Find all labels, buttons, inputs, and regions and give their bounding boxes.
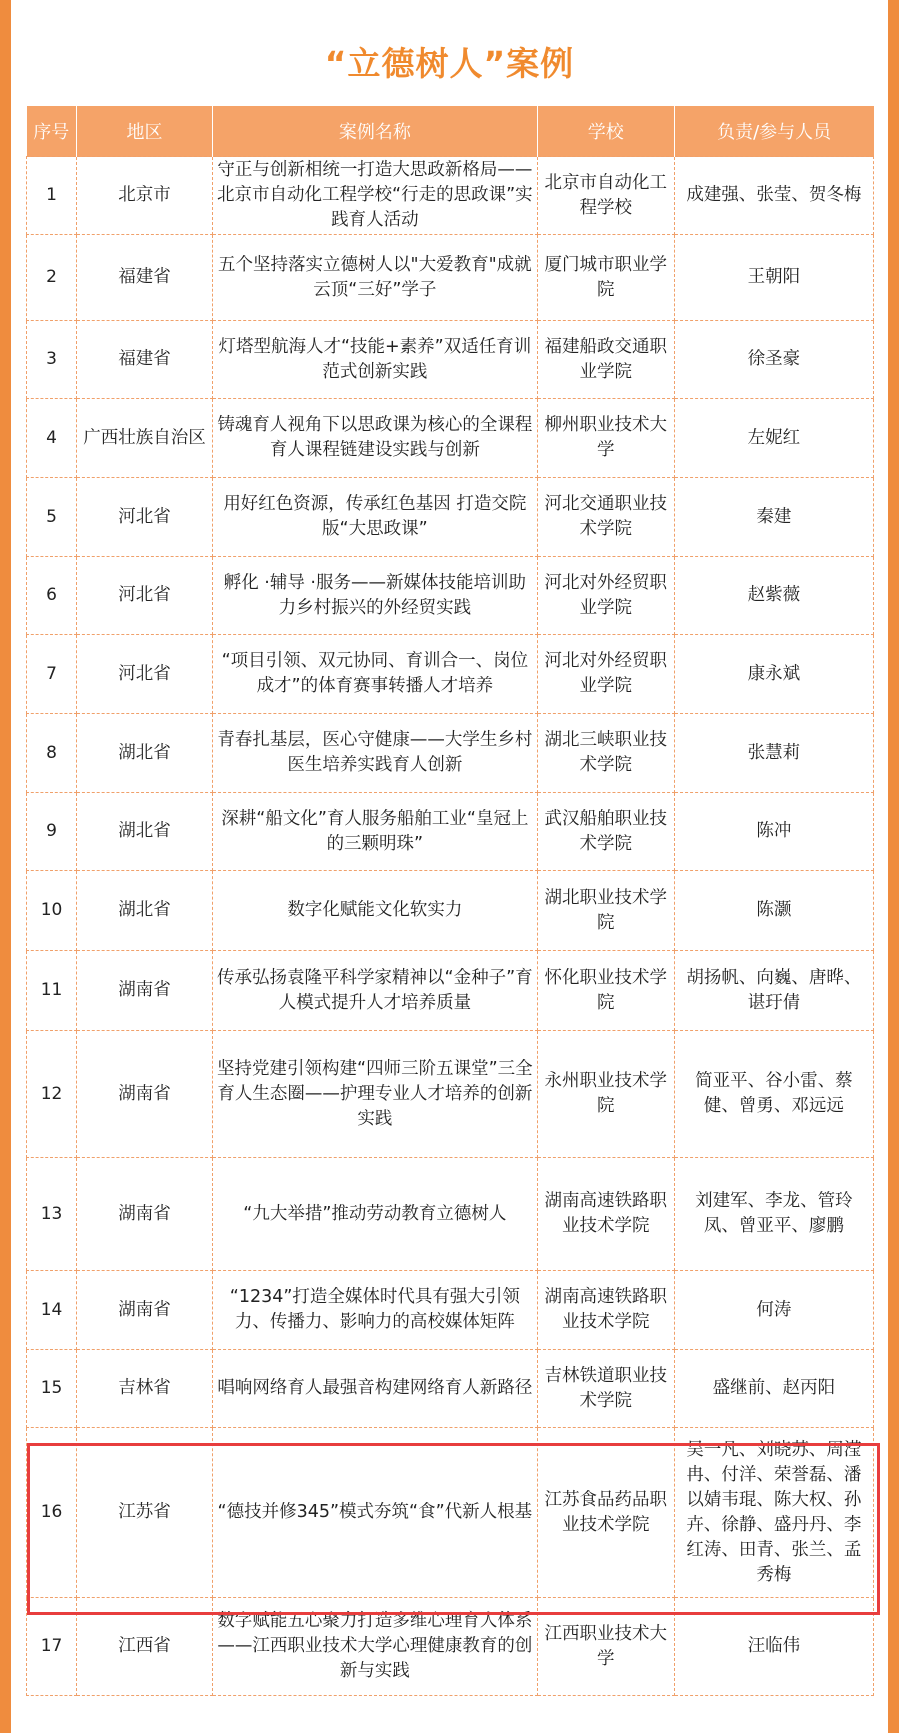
cell-people: 盛继前、赵丙阳 bbox=[674, 1350, 873, 1428]
cell-case: 用好红色资源，传承红色基因 打造交院版“大思政课” bbox=[212, 478, 537, 557]
cell-region: 湖北省 bbox=[77, 714, 213, 793]
cell-school: 北京市自动化工程学校 bbox=[537, 157, 674, 235]
cell-region: 湖南省 bbox=[77, 1031, 213, 1158]
cell-region: 北京市 bbox=[77, 157, 213, 235]
cell-no: 1 bbox=[27, 157, 77, 235]
cell-no: 11 bbox=[27, 951, 77, 1031]
table-row bbox=[27, 321, 874, 399]
cell-people: 陈灏 bbox=[674, 871, 873, 951]
cell-school: 湖北职业技术学院 bbox=[537, 871, 674, 951]
cell-people: 吴一凡、刘晓苏、周滢冉、付洋、荣誉磊、潘以婧韦琨、陈大权、孙卉、徐静、盛丹丹、李红涛、田青、张兰、孟秀梅 bbox=[674, 1428, 873, 1598]
cell-case: 孵化 ·辅导 ·服务——新媒体技能培训助力乡村振兴的外经贸实践 bbox=[212, 557, 537, 635]
cell-people: 汪临伟 bbox=[674, 1598, 873, 1696]
cell-region: 吉林省 bbox=[77, 1350, 213, 1428]
cell-case: 坚持党建引领构建“四师三阶五课堂”三全育人生态圈——护理专业人才培养的创新实践 bbox=[212, 1031, 537, 1158]
cell-no: 3 bbox=[27, 321, 77, 399]
table-row bbox=[27, 793, 874, 871]
cell-case: 数字化赋能文化软实力 bbox=[212, 871, 537, 951]
table-row bbox=[27, 871, 874, 951]
cell-region: 江西省 bbox=[77, 1598, 213, 1696]
cell-people: 陈冲 bbox=[674, 793, 873, 871]
cell-school: 厦门城市职业学院 bbox=[537, 235, 674, 321]
cell-region: 湖南省 bbox=[77, 1271, 213, 1350]
cell-people: 刘建军、李龙、管玲凤、曾亚平、廖鹏 bbox=[674, 1158, 873, 1271]
cell-no: 16 bbox=[27, 1428, 77, 1598]
cell-no: 12 bbox=[27, 1031, 77, 1158]
cell-school: 柳州职业技术大学 bbox=[537, 399, 674, 478]
table-row bbox=[27, 157, 874, 235]
cell-region: 广西壮族自治区 bbox=[77, 399, 213, 478]
cell-case: “1234”打造全媒体时代具有强大引领力、传播力、影响力的高校媒体矩阵 bbox=[212, 1271, 537, 1350]
table-row bbox=[27, 399, 874, 478]
cell-region: 福建省 bbox=[77, 235, 213, 321]
cell-case: 铸魂育人视角下以思政课为核心的全课程育人课程链建设实践与创新 bbox=[212, 399, 537, 478]
table-row bbox=[27, 714, 874, 793]
cell-people: 秦建 bbox=[674, 478, 873, 557]
cell-no: 10 bbox=[27, 871, 77, 951]
cell-case: 数字赋能五心聚力打造多维心理育人体系——江西职业技术大学心理健康教育的创新与实践 bbox=[212, 1598, 537, 1696]
cell-school: 河北对外经贸职业学院 bbox=[537, 635, 674, 714]
cell-school: 湖北三峡职业技术学院 bbox=[537, 714, 674, 793]
cell-people: 何涛 bbox=[674, 1271, 873, 1350]
page-title: “立德树人”案例 bbox=[324, 44, 575, 83]
table-row-highlighted bbox=[27, 1428, 874, 1598]
cell-region: 河北省 bbox=[77, 557, 213, 635]
cell-region: 湖北省 bbox=[77, 793, 213, 871]
cell-people: 胡扬帆、向巍、唐晔、谌玗倩 bbox=[674, 951, 873, 1031]
table-row bbox=[27, 1271, 874, 1350]
cell-people: 成建强、张莹、贺冬梅 bbox=[674, 157, 873, 235]
cell-school: 湖南高速铁路职业技术学院 bbox=[537, 1271, 674, 1350]
cell-case: “德技并修345”模式夯筑“食”代新人根基 bbox=[212, 1428, 537, 1598]
cell-region: 福建省 bbox=[77, 321, 213, 399]
cell-no: 14 bbox=[27, 1271, 77, 1350]
cell-people: 赵紫薇 bbox=[674, 557, 873, 635]
cell-no: 6 bbox=[27, 557, 77, 635]
table-row bbox=[27, 235, 874, 321]
cell-no: 4 bbox=[27, 399, 77, 478]
cell-school: 吉林铁道职业技术学院 bbox=[537, 1350, 674, 1428]
cell-school: 河北对外经贸职业学院 bbox=[537, 557, 674, 635]
table-header-row bbox=[27, 106, 874, 157]
cell-case: 青春扎基层，医心守健康——大学生乡村医生培养实践育人创新 bbox=[212, 714, 537, 793]
cell-school: 怀化职业技术学院 bbox=[537, 951, 674, 1031]
cell-no: 17 bbox=[27, 1598, 77, 1696]
cell-school: 湖南高速铁路职业技术学院 bbox=[537, 1158, 674, 1271]
cell-case: 守正与创新相统一打造大思政新格局——北京市自动化工程学校“行走的思政课”实践育人活动 bbox=[212, 157, 537, 235]
cell-school: 江苏食品药品职业技术学院 bbox=[537, 1428, 674, 1598]
table-row bbox=[27, 951, 874, 1031]
header-people: 负责/参与人员 bbox=[674, 106, 873, 157]
cell-region: 湖北省 bbox=[77, 871, 213, 951]
header-case: 案例名称 bbox=[212, 106, 537, 157]
cell-people: 简亚平、谷小雷、蔡健、曾勇、邓远远 bbox=[674, 1031, 873, 1158]
header-school: 学校 bbox=[537, 106, 674, 157]
cell-school: 永州职业技术学院 bbox=[537, 1031, 674, 1158]
cell-region: 河北省 bbox=[77, 635, 213, 714]
table-row bbox=[27, 1350, 874, 1428]
cell-region: 湖南省 bbox=[77, 1158, 213, 1271]
cell-case: 唱响网络育人最强音构建网络育人新路径 bbox=[212, 1350, 537, 1428]
cell-no: 7 bbox=[27, 635, 77, 714]
cell-no: 15 bbox=[27, 1350, 77, 1428]
table-row bbox=[27, 635, 874, 714]
cell-case: “九大举措”推动劳动教育立德树人 bbox=[212, 1158, 537, 1271]
cell-region: 河北省 bbox=[77, 478, 213, 557]
cell-school: 福建船政交通职业学院 bbox=[537, 321, 674, 399]
cell-case: 五个坚持落实立德树人以"大爱教育"成就云顶“三好”学子 bbox=[212, 235, 537, 321]
cell-people: 张慧莉 bbox=[674, 714, 873, 793]
cell-no: 8 bbox=[27, 714, 77, 793]
cell-case: “项目引领、双元协同、育训合一、岗位成才”的体育赛事转播人才培养 bbox=[212, 635, 537, 714]
cell-case: 传承弘扬袁隆平科学家精神以“金种子”育人模式提升人才培养质量 bbox=[212, 951, 537, 1031]
header-no: 序号 bbox=[27, 106, 77, 157]
cell-school: 江西职业技术大学 bbox=[537, 1598, 674, 1696]
cell-school: 河北交通职业技术学院 bbox=[537, 478, 674, 557]
table-row bbox=[27, 1031, 874, 1158]
cell-region: 湖南省 bbox=[77, 951, 213, 1031]
cell-no: 2 bbox=[27, 235, 77, 321]
case-table bbox=[26, 106, 874, 1696]
cell-case: 灯塔型航海人才“技能+素养”双适任育训范式创新实践 bbox=[212, 321, 537, 399]
cell-region: 江苏省 bbox=[77, 1428, 213, 1598]
cell-people: 左妮红 bbox=[674, 399, 873, 478]
table-row bbox=[27, 1598, 874, 1696]
cell-case: 深耕“船文化”育人服务船舶工业“皇冠上的三颗明珠” bbox=[212, 793, 537, 871]
cell-people: 徐圣豪 bbox=[674, 321, 873, 399]
cell-no: 5 bbox=[27, 478, 77, 557]
cell-school: 武汉船舶职业技术学院 bbox=[537, 793, 674, 871]
header-region: 地区 bbox=[77, 106, 213, 157]
table-row bbox=[27, 478, 874, 557]
table-row bbox=[27, 557, 874, 635]
document-card bbox=[11, 0, 888, 1733]
cell-no: 13 bbox=[27, 1158, 77, 1271]
cell-people: 王朝阳 bbox=[674, 235, 873, 321]
cell-no: 9 bbox=[27, 793, 77, 871]
cell-people: 康永斌 bbox=[674, 635, 873, 714]
table-row bbox=[27, 1158, 874, 1271]
